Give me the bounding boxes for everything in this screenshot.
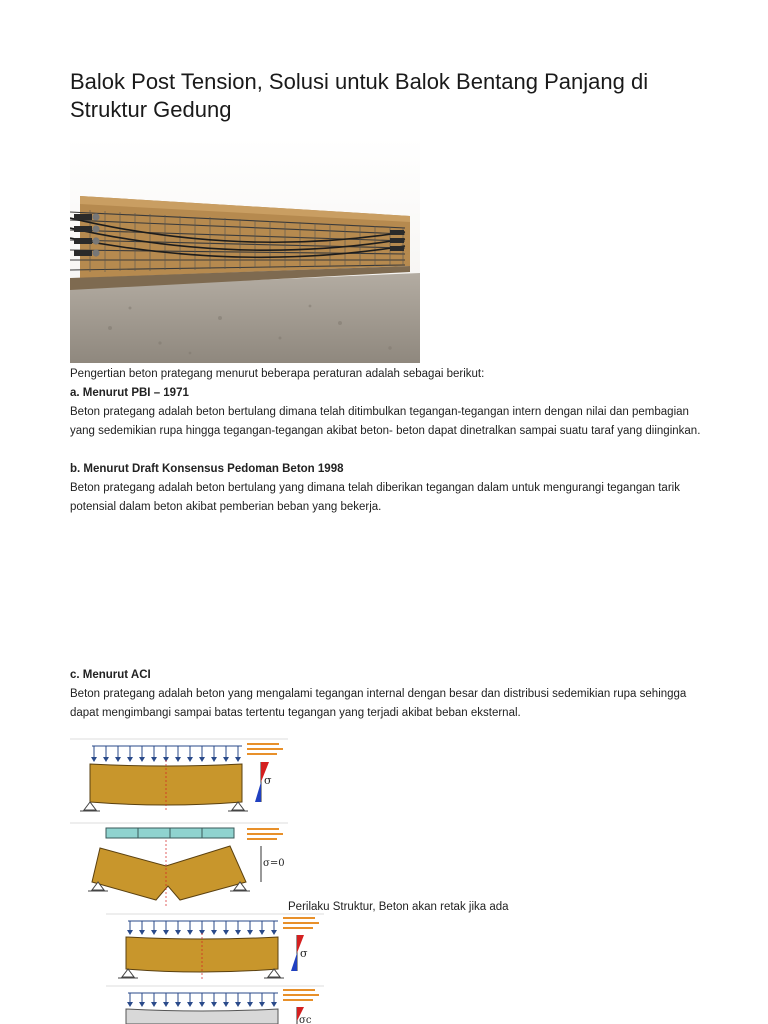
sigma-c-label: σc [299, 1015, 312, 1024]
loaded-beam-figure [70, 738, 288, 822]
figure-caption: Perilaku Struktur, Beton akan retak jika ada [288, 901, 509, 913]
loaded-beam-figure-2 [106, 913, 324, 985]
section-b-body: Beton prategang adalah beton bertulang yang dimana telah diberikan tegangan dalam untuk mengurangi tegangan tarik potensial dalam beton akibat pemberian beban yang bekerja. [70, 482, 680, 513]
sigma-symbol-2: σ [300, 947, 308, 960]
section-a-body: Beton prategang adalah beton bertulang dimana telah ditimbulkan tegangan-tegangan intern dengan nilai dan pembagian yang sedemikian rupa hingga tegangan-tegangan akibat beton- beton dapat dinetralkan sampai suatu taraf yang diinginkan. [70, 406, 701, 437]
section-c-body: Beton prategang adalah beton yang mengalami tegangan internal dengan besar dan distribusi sedemikian rupa sehingga dapat mengimbangi sampai batas tertentu tegangan yang terjadi akibat beban eksternal. [70, 688, 687, 719]
section-a-heading: a. Menurut PBI – 1971 [70, 387, 189, 399]
section-c-heading: c. Menurut ACI [70, 669, 151, 681]
cracked-beam-figure [70, 822, 288, 913]
intro-text: Pengertian beton prategang menurut beberapa peraturan adalah sebagai berikut: [70, 368, 485, 380]
post-tension-beam-photo [70, 138, 420, 363]
section-b-heading: b. Menurut Draft Konsensus Pedoman Beton 1998 [70, 463, 344, 475]
sigma-symbol: σ [264, 774, 272, 787]
page-title: Balok Post Tension, Solusi untuk Balok Bentang Panjang di Struktur Gedung [70, 69, 649, 122]
sigma-zero-label: σ=0 [263, 858, 285, 869]
loaded-beam-figure-3 [106, 985, 324, 1024]
